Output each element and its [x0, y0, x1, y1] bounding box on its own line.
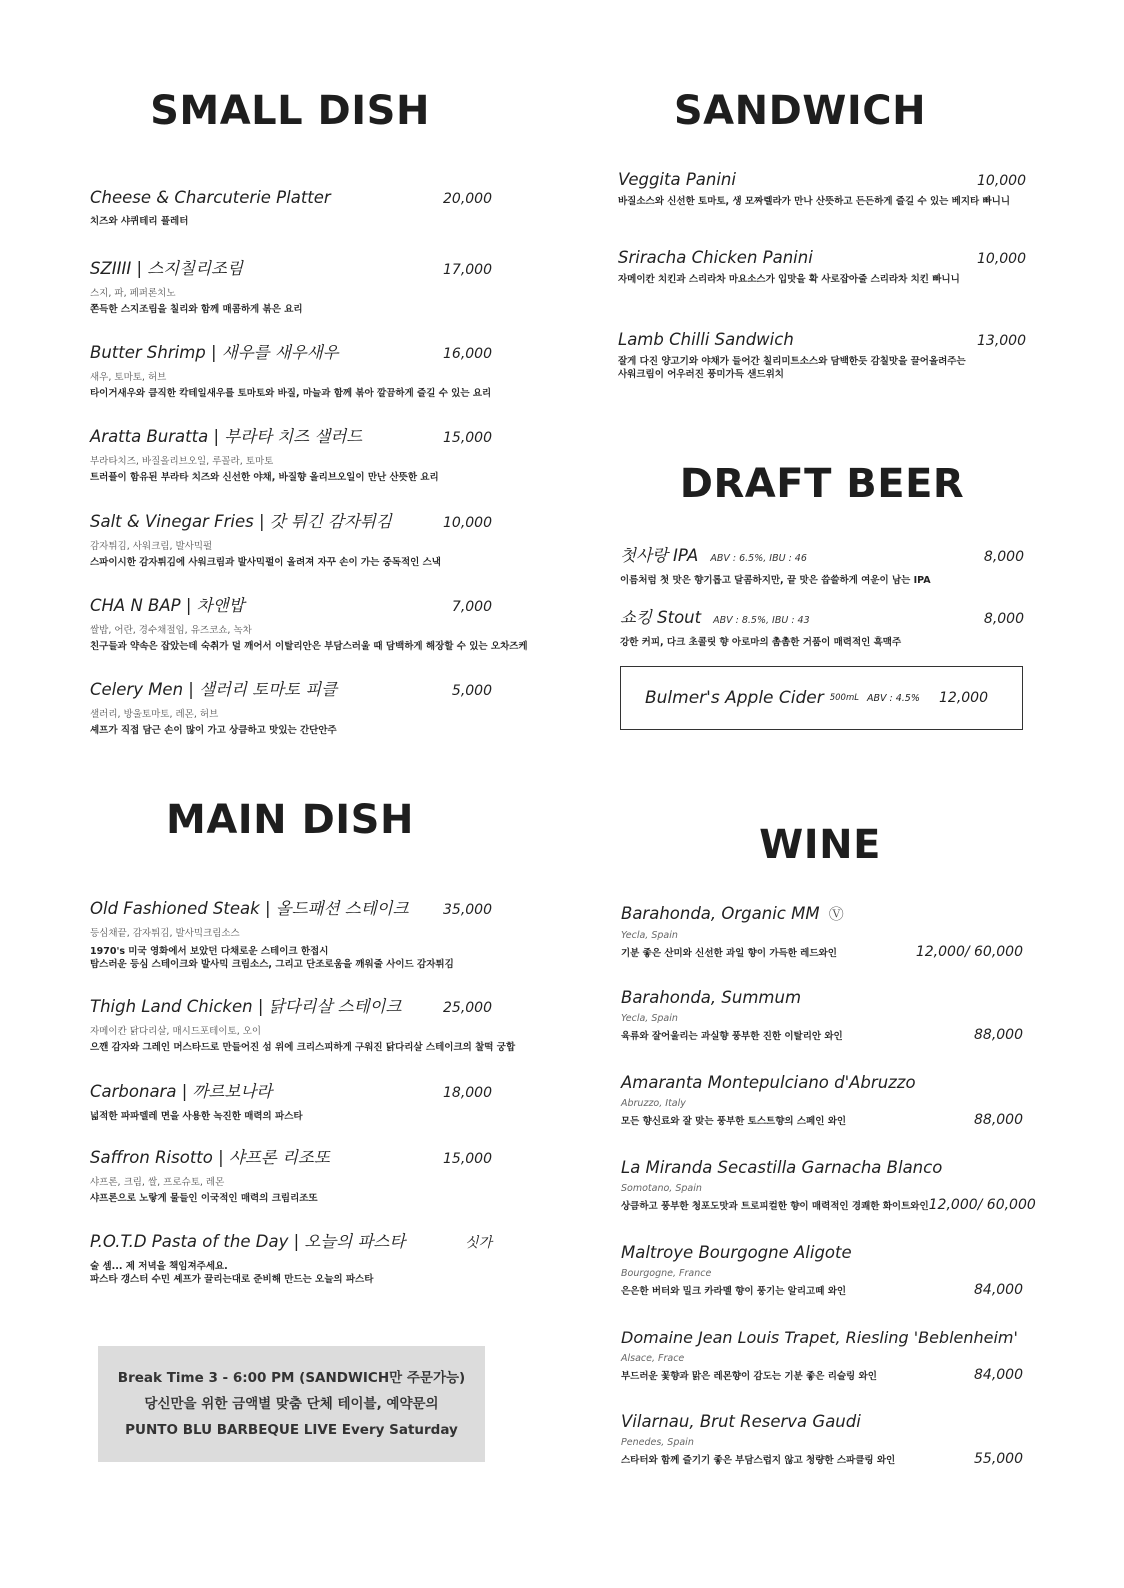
item-name: Saffron Risotto | 샤프론 리조또 [90, 1148, 330, 1167]
item-name: Sriracha Chicken Panini [618, 248, 813, 267]
item-price: 17,000 [443, 262, 492, 278]
wine-item [621, 1158, 1036, 1213]
menu-item [90, 592, 528, 653]
cider-size: 500mL [829, 693, 859, 703]
wine-name: Maltroye Bourgogne Aligote [621, 1243, 852, 1262]
item-ingredients: 새우, 토마토, 허브 [90, 372, 167, 383]
item-ingredients: 부라타치즈, 바질올리브오일, 루꼴라, 토마토 [90, 456, 274, 467]
wine-region: Penedes, Spain [621, 1437, 694, 1448]
wine-region: Somotano, Spain [621, 1183, 702, 1194]
item-price: 13,000 [977, 333, 1026, 349]
wine-price: 55,000 [974, 1451, 1023, 1467]
item-description: 넓적한 파파델레 면을 사용한 녹진한 매력의 파스타 [90, 1111, 303, 1122]
wine-name: Domaine Jean Louis Trapet, Riesling 'Beblenheim' [621, 1328, 1018, 1347]
beer-price: 8,000 [983, 611, 1024, 627]
item-name: Veggita Panini [618, 170, 736, 189]
item-ingredients: 샐러리, 방울토마토, 레몬, 허브 [90, 709, 219, 720]
wine-price: 84,000 [974, 1282, 1023, 1298]
menu-item [90, 339, 492, 400]
item-description: 샤프론으로 노랗게 물들인 이국적인 매력의 크림리조또 [90, 1193, 318, 1204]
item-price: 15,000 [443, 1151, 492, 1167]
item-price: 16,000 [443, 346, 492, 362]
item-description: 바질소스와 신선한 토마토, 생 모짜렐라가 만나 산뜻하고 든든하게 즐길 수 있는 베지타 빠니니 [618, 196, 1011, 207]
wine-description: 은은한 버터와 밀크 카라멜 향이 풍기는 알리고떼 와인 [621, 1286, 847, 1297]
item-ingredients: 스지, 파, 페퍼론치노 [90, 288, 176, 299]
wine-name: Vilarnau, Brut Reserva Gaudi [621, 1412, 861, 1431]
item-name: Cheese & Charcuterie Platter [90, 188, 331, 207]
wine-price: 84,000 [974, 1367, 1023, 1383]
wine-description: 모든 향신료와 잘 맞는 풍부한 토스트향의 스페인 와인 [621, 1116, 847, 1127]
draft-beer-heading: DRAFT BEER [679, 461, 965, 507]
menu-item [90, 895, 492, 971]
wine-region: Alsace, Frace [621, 1353, 685, 1364]
wine-item [621, 903, 1023, 960]
item-description: 셰프가 직접 담근 손이 많이 가고 상큼하고 맛있는 간단안주 [90, 725, 337, 736]
vegan-badge-icon: Ⓥ [828, 905, 844, 923]
wine-description: 부드러운 꽃향과 맑은 레몬향이 감도는 기분 좋은 리슬링 와인 [621, 1371, 877, 1382]
item-price: 싯가 [464, 1235, 492, 1251]
wine-region: Yecla, Spain [621, 930, 678, 941]
wine-name: La Miranda Secastilla Garnacha Blanco [621, 1158, 943, 1177]
wine-item [621, 1412, 1023, 1467]
item-name: Carbonara | 까르보나라 [90, 1082, 273, 1101]
item-description-line2: 사워크림이 어우러진 풍미가득 샌드위치 [618, 369, 784, 380]
notice-reservation: 당신만을 위한 금액별 맞춤 단체 테이블, 예약문의 [144, 1396, 439, 1412]
item-description: 잘게 다진 양고기와 야채가 들어간 칠리미트소스와 담백한듯 감칠맛을 끌어올려주는 [618, 356, 966, 367]
notice-break-time: Break Time 3 - 6:00 PM (SANDWICH만 주문가능) [117, 1370, 466, 1386]
item-description-line2: 탐스러운 등심 스테이크와 발사믹 크림소스, 그리고 단조로움을 깨워줄 사이드 감자튀김 [90, 959, 454, 970]
item-price: 20,000 [443, 191, 492, 207]
item-description: 치즈와 샤퀴테리 플레터 [90, 216, 189, 227]
item-ingredients: 등심채끝, 감자튀김, 발사믹크림소스 [90, 928, 240, 939]
menu-item [90, 255, 492, 316]
wine-region: Bourgogne, France [621, 1268, 712, 1279]
item-ingredients: 자메이칸 닭다리살, 매시드포테이토, 오이 [90, 1026, 262, 1037]
item-name: Old Fashioned Steak | 올드패션 스테이크 [90, 899, 409, 918]
beer-item [620, 604, 1024, 649]
wine-price: 12,000/ 60,000 [915, 944, 1023, 960]
wine-name: Barahonda, Summum [621, 988, 802, 1007]
beer-name: 첫사랑 IPA [620, 546, 699, 565]
menu-item [90, 676, 492, 737]
wine-heading: WINE [759, 822, 881, 868]
wine-region: Yecla, Spain [621, 1013, 678, 1024]
item-name: P.O.T.D Pasta of the Day | 오늘의 파스타 [90, 1232, 406, 1251]
main-dish-heading: MAIN DISH [166, 797, 414, 843]
item-description: 으깬 감자와 그레인 머스타드로 만들어진 섬 위에 크리스피하게 구워진 닭다리살 스테이크의 찰떡 궁합 [90, 1042, 516, 1053]
item-description: 1970's 미국 영화에서 보았던 다채로운 스테이크 한접시 [90, 946, 329, 957]
item-price: 15,000 [443, 430, 492, 446]
item-name: Thigh Land Chicken | 닭다리살 스테이크 [90, 997, 402, 1016]
beer-item [620, 542, 1024, 587]
beer-name: 쇼킹 Stout [620, 608, 702, 627]
notice-box [98, 1346, 485, 1462]
notice-barbeque: PUNTO BLU BARBEQUE LIVE Every Saturday [125, 1422, 458, 1438]
item-name: Aratta Buratta | 부라타 치즈 샐러드 [90, 427, 363, 446]
menu-item [618, 330, 1026, 381]
menu-item [90, 993, 516, 1054]
wine-item [621, 1073, 1023, 1128]
wine-name: Amaranta Montepulciano d'Abruzzo [621, 1073, 916, 1092]
item-price: 25,000 [443, 1000, 492, 1016]
item-description: 스파이시한 감자튀김에 사워크림과 발사믹펄이 올려져 자꾸 손이 가는 중독적인 스낵 [90, 557, 441, 568]
wine-description: 스타터와 함께 즐기기 좋은 부담스럽지 않고 청량한 스파클링 와인 [621, 1455, 896, 1466]
item-name: SZIIII | 스지칠리조림 [90, 259, 243, 278]
wine-item [621, 988, 1023, 1043]
item-price: 7,000 [451, 599, 492, 615]
item-name: Celery Men | 샐러리 토마토 피클 [90, 680, 338, 699]
item-description: 쫀득한 스지조림을 칠리와 함께 매콤하게 볶은 요리 [90, 304, 303, 315]
wine-name: Barahonda, Organic MM [621, 904, 820, 923]
item-description: 자메이칸 치킨과 스리라차 마요소스가 입맛을 확 사로잡아줄 스리라차 치킨 빠니니 [618, 274, 960, 285]
menu-item [618, 248, 1026, 286]
item-name: Lamb Chilli Sandwich [618, 330, 794, 349]
item-price: 5,000 [451, 683, 492, 699]
item-ingredients: 감자튀김, 사워크림, 발사믹펄 [90, 541, 213, 552]
wine-price: 88,000 [974, 1112, 1023, 1128]
menu-item [618, 170, 1026, 208]
cider-abv: ABV : 4.5% [866, 692, 920, 704]
wine-description: 육류와 잘어울리는 과실향 풍부한 진한 이탈리안 와인 [621, 1031, 843, 1042]
item-name: Butter Shrimp | 새우를 새우새우 [90, 343, 339, 362]
beer-description: 이름처럼 첫 맛은 향기롭고 달콤하지만, 끝 맛은 씁쓸하게 여운이 남는 IPA [620, 575, 931, 586]
menu-item [90, 188, 492, 228]
cider-box [620, 666, 1023, 730]
item-price: 10,000 [977, 251, 1026, 267]
wine-region: Abruzzo, Italy [621, 1098, 686, 1109]
menu-item [90, 1228, 492, 1286]
beer-description: 강한 커피, 다크 초콜릿 향 아로마의 촘촘한 거품이 매력적인 흑맥주 [620, 637, 902, 648]
item-description: 타이거새우와 큼직한 칵테일새우를 토마토와 바질, 마늘과 함께 볶아 깔끔하게 즐길 수 있는 요리 [90, 388, 492, 399]
wine-description: 기분 좋은 산미와 신선한 과일 향이 가득한 레드와인 [621, 948, 837, 959]
menu-item [90, 423, 492, 484]
beer-abv-ibu: ABV : 6.5%, IBU : 46 [710, 553, 807, 564]
item-ingredients: 쌀밥, 어란, 경수채절임, 유즈코쇼, 녹차 [90, 625, 252, 636]
item-name: Salt & Vinegar Fries | 갓 튀긴 감자튀김 [90, 512, 392, 531]
wine-item [621, 1328, 1023, 1383]
item-price: 35,000 [443, 902, 492, 918]
menu-item [90, 508, 492, 569]
wine-item [621, 1243, 1023, 1298]
item-price: 18,000 [443, 1085, 492, 1101]
beer-price: 8,000 [983, 549, 1024, 565]
item-ingredients: 샤프론, 크림, 쌀, 프로슈토, 레몬 [90, 1177, 225, 1188]
wine-price: 12,000/ 60,000 [928, 1197, 1036, 1213]
sandwich-heading: SANDWICH [673, 88, 927, 134]
small-dish-heading: SMALL DISH [150, 88, 430, 134]
menu-item [90, 1078, 492, 1123]
item-description: 친구들과 약속은 잡았는데 숙취가 덜 깨어서 이탈리안은 부담스러울 때 담백하게 해장할 수 있는 오차즈케 [90, 641, 528, 652]
item-price: 10,000 [977, 173, 1026, 189]
item-name: CHA N BAP | 차앤밥 [90, 596, 245, 615]
beer-abv-ibu: ABV : 8.5%, IBU : 43 [713, 615, 810, 626]
wine-price: 88,000 [974, 1027, 1023, 1043]
wine-description: 상큼하고 풍부한 청포도맛과 트로피컬한 향이 매력적인 경쾌한 화이트와인 [621, 1201, 929, 1212]
item-description: 트러플이 함유된 부라타 치즈와 신선한 야채, 바질향 올리브오일이 만난 산뜻한 요리 [90, 472, 439, 483]
item-description-line2: 파스타 갱스터 수민 셰프가 끌리는대로 준비해 만드는 오늘의 파스타 [90, 1274, 374, 1285]
cider-name: Bulmer's Apple Cider [645, 688, 824, 708]
cider-price: 12,000 [939, 690, 988, 706]
menu-item [90, 1144, 492, 1205]
item-price: 10,000 [443, 515, 492, 531]
item-description: 술 셈... 제 저녁을 책임져주세요. [90, 1261, 228, 1272]
